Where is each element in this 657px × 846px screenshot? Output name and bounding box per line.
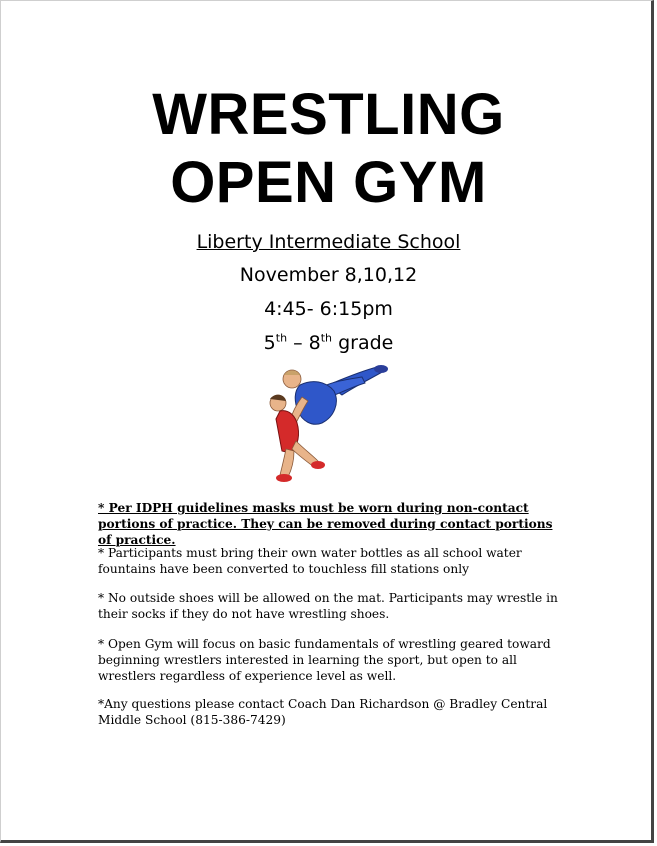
note-masks: * Per IDPH guidelines masks must be worn during non-contact portions of practice. They can be removed during contact portions of practice. <box>98 501 553 547</box>
note-contact: *Any questions please contact Coach Dan Richardson @ Bradley Central Middle School (815-386-7429) <box>98 697 548 727</box>
blue-wrestler <box>283 365 388 424</box>
grade-separator: – <box>287 332 309 354</box>
grade-start-suffix: th <box>275 331 288 345</box>
note-fundamentals: * Open Gym will focus on basic fundamentals of wrestling geared toward beginning wrestlers interested in learning the sport, but open to all wrestlers regardless of experience level as well. <box>98 637 551 683</box>
event-dates: November 8,10,12 <box>239 264 418 286</box>
note-shoes: * No outside shoes will be allowed on the mat. Participants may wrestle in their socks if they do not have wrestling shoes. <box>98 591 558 621</box>
grade-word: grade <box>332 332 394 354</box>
note-water-bottles: * Participants must bring their own water bottles as all school water fountains have been converted to touchless fill stations only <box>98 546 522 576</box>
grade-end: 8 <box>308 332 321 354</box>
flyer-title-line-2: OPEN GYM <box>170 150 487 215</box>
grade-end-suffix: th <box>320 331 333 345</box>
school-name: Liberty Intermediate School <box>196 231 461 253</box>
flyer-title-line-1: WRESTLING <box>152 82 505 147</box>
event-time: 4:45- 6:15pm <box>264 298 393 320</box>
grade-start: 5 <box>263 332 276 354</box>
grade-range <box>0 331 657 355</box>
wrestlers-illustration <box>262 357 392 487</box>
